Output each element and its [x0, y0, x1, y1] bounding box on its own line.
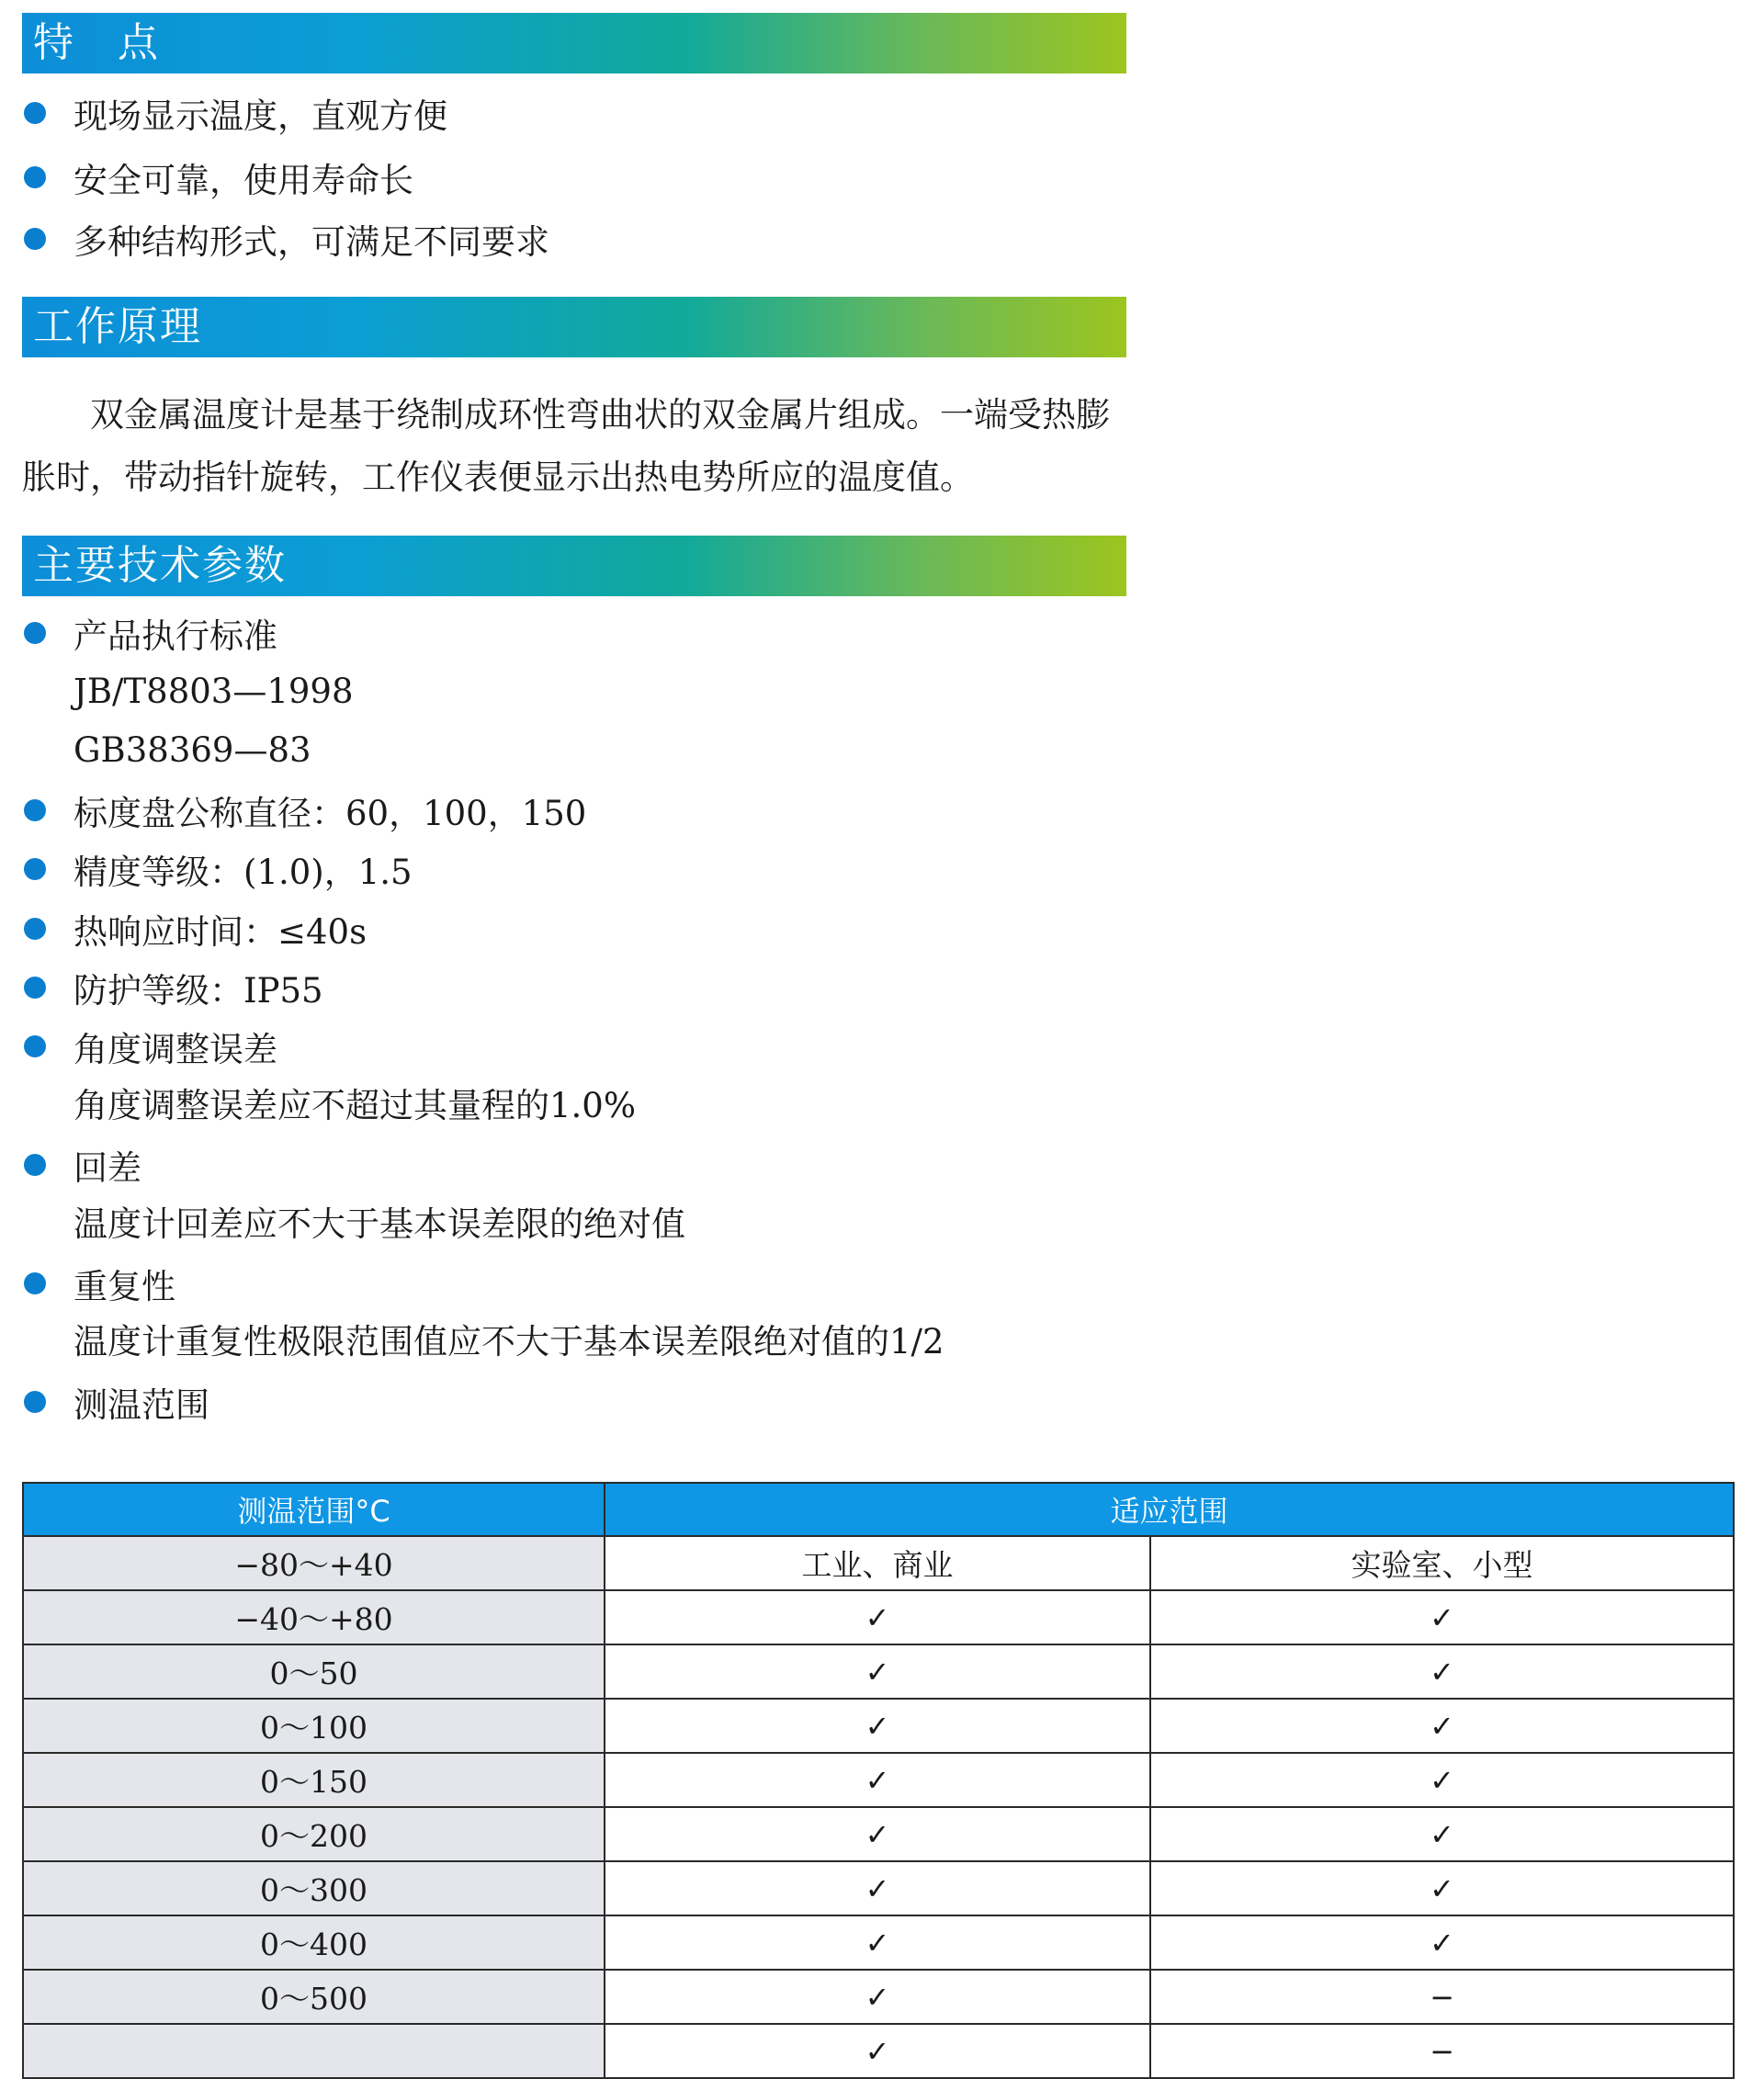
lab-check: ✓ [1150, 1699, 1734, 1753]
feature-text: 现场显示温度，直观方便 [74, 96, 447, 136]
lab-check: ✓ [1150, 1590, 1734, 1644]
bullet-icon [24, 622, 46, 644]
param-item [24, 906, 367, 952]
angle-label: 角度调整误差 [74, 1030, 277, 1069]
feature-text: 安全可靠，使用寿命长 [74, 161, 413, 200]
bullet-icon [24, 977, 46, 999]
range-cell: 0～50 [23, 1644, 605, 1699]
table-row [23, 1807, 1734, 1861]
table-row [23, 1590, 1734, 1644]
bullet-icon [24, 1272, 46, 1294]
table-row [23, 1699, 1734, 1753]
table-row [23, 1915, 1734, 1970]
param-item [24, 1023, 277, 1069]
bullet-icon [24, 1154, 46, 1176]
feature-item [24, 216, 549, 262]
industry-check: ✓ [605, 2024, 1150, 2078]
bullet-icon [24, 1391, 46, 1413]
principle-paragraph [22, 384, 1134, 509]
range-label: 测温范围 [74, 1385, 209, 1425]
industry-check: ✓ [605, 1915, 1150, 1970]
industry-check: ✓ [605, 1970, 1150, 2024]
angle-text: 角度调整误差应不超过其量程的1.0% [74, 1086, 636, 1125]
range-cell: 0～400 [23, 1915, 605, 1970]
protection-class: 防护等级：IP55 [74, 971, 323, 1011]
industry-check: ✓ [605, 1753, 1150, 1807]
param-item [24, 787, 586, 833]
lab-check: ✓ [1150, 1861, 1734, 1915]
standard-label: 产品执行标准 [74, 616, 277, 656]
bullet-icon [24, 228, 46, 250]
accuracy-class: 精度等级：(1.0)，1.5 [74, 853, 413, 892]
param-item [24, 846, 413, 892]
lab-check: ✓ [1150, 1644, 1734, 1699]
bullet-icon [24, 858, 46, 880]
params-title: 主要技术参数 [22, 536, 1126, 596]
hysteresis-label: 回差 [74, 1148, 141, 1188]
range-cell: 0～300 [23, 1861, 605, 1915]
table-header-row [23, 1483, 1734, 1536]
hysteresis-text: 温度计回差应不大于基本误差限的绝对值 [74, 1204, 685, 1244]
bullet-icon [24, 799, 46, 821]
lab-check: − [1150, 1970, 1734, 2024]
dial-diameter: 标度盘公称直径：60，100，150 [74, 794, 587, 833]
feature-item [24, 154, 413, 200]
repeat-label: 重复性 [74, 1267, 175, 1306]
param-item [24, 1379, 209, 1425]
features-title: 特 点 [22, 13, 1126, 73]
response-time: 热响应时间：≤40s [74, 912, 368, 952]
standard-gb: GB38369—83 [74, 730, 311, 770]
range-cell-spacer [23, 2024, 605, 2078]
range-cell: 0～100 [23, 1699, 605, 1753]
param-item [24, 610, 277, 656]
bullet-icon [24, 1035, 46, 1057]
param-item [24, 1142, 141, 1188]
bullet-icon [24, 918, 46, 940]
range-cell: −40～+80 [23, 1590, 605, 1644]
industry-check: ✓ [605, 1861, 1150, 1915]
table-row [23, 1861, 1734, 1915]
repeat-text: 温度计重复性极限范围值应不大于基本误差限绝对值的1/2 [74, 1322, 944, 1362]
range-cell: 0～500 [23, 1970, 605, 2024]
lab-check: − [1150, 2024, 1734, 2078]
range-cell: 0～200 [23, 1807, 605, 1861]
param-item [24, 1260, 175, 1306]
table-row [23, 2024, 1734, 2078]
lab-check: ✓ [1150, 1915, 1734, 1970]
feature-text: 多种结构形式，可满足不同要求 [74, 222, 549, 262]
bullet-icon [24, 102, 46, 124]
range-cell: 0～150 [23, 1753, 605, 1807]
table-row [23, 1536, 1734, 1590]
feature-item [24, 90, 447, 136]
range-cell: −80～+40 [23, 1536, 605, 1590]
industry-check: ✓ [605, 1807, 1150, 1861]
industry-check: ✓ [605, 1699, 1150, 1753]
industry-check: ✓ [605, 1644, 1150, 1699]
col-industry-header: 工业、商业 [605, 1536, 1150, 1590]
header-scope: 适应范围 [605, 1483, 1734, 1536]
table-row [23, 1753, 1734, 1807]
bullet-icon [24, 166, 46, 188]
header-range: 测温范围°C [23, 1483, 605, 1536]
range-table [22, 1482, 1735, 2079]
table-row [23, 1970, 1734, 2024]
param-item [24, 965, 323, 1011]
lab-check: ✓ [1150, 1807, 1734, 1861]
principle-title: 工作原理 [22, 297, 1126, 357]
industry-check: ✓ [605, 1590, 1150, 1644]
standard-jb: JB/T8803—1998 [74, 672, 354, 711]
lab-check: ✓ [1150, 1753, 1734, 1807]
table-row [23, 1644, 1734, 1699]
principle-text: 双金属温度计是基于绕制成环性弯曲状的双金属片组成。一端受热膨胀时，带动指针旋转，工作仪表便显示出热电势所应的温度值。 [22, 395, 1110, 497]
col-lab-header: 实验室、小型 [1150, 1536, 1734, 1590]
